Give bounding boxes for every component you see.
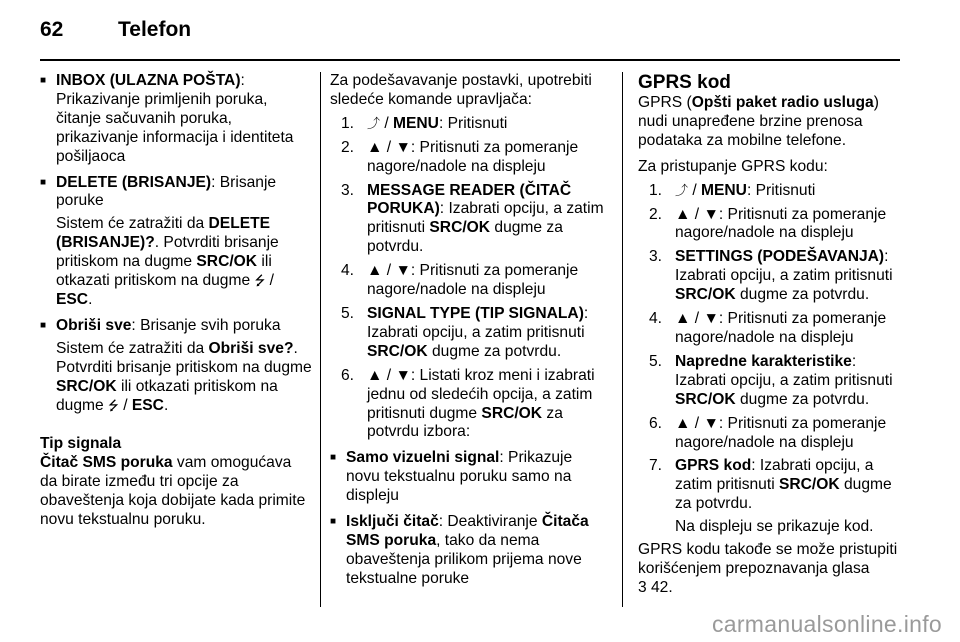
option-text: : Brisanje svih poruka	[131, 316, 281, 334]
column-divider	[622, 72, 623, 607]
list-item	[40, 174, 312, 310]
phone-icon: ⤴	[675, 182, 689, 198]
page-reference[interactable]: 3 42.	[638, 578, 673, 596]
list-item: 7. GPRS kod: Izabrati opciju, a zatim pritisnuti SRC/OK dugme za potvrdu. Na displeju se prikazuje kod.	[638, 457, 904, 537]
section-heading: GPRS kod	[638, 72, 731, 93]
steps-list	[638, 182, 904, 537]
list-item: 5. SIGNAL TYPE (TIP SIGNALA): Izabrati opciju, a zatim pritisnuti SRC/OK dugme za potvrdu.	[341, 304, 589, 360]
down-arrow-icon: ▼	[395, 366, 411, 384]
up-arrow-icon: ▲	[675, 310, 691, 328]
down-arrow-icon: ▼	[395, 262, 411, 280]
back-icon: ⭍	[254, 273, 266, 289]
option-text: Prikazivanje primljenih poruka, čitanje sačuvanih poruka, prikazivanje informacija i identiteta pošiljaoca	[56, 90, 294, 165]
page-header	[40, 18, 191, 48]
list-item: 6. ▲ / ▼: Listati kroz meni i izabrati jednu od sledećih opcija, a zatim pritisnuti dugme SRC/OK za potvrdu izbora:	[341, 366, 595, 441]
access-text: Za pristupanje GPRS kodu:	[638, 157, 828, 175]
up-arrow-icon: ▲	[675, 205, 691, 223]
outro-text: GPRS kodu takođe se može pristupiti korišćenjem prepoznavanja glasa	[638, 541, 898, 577]
list-item: 3. MESSAGE READER (ČITAČ PORUKA): Izabrati opciju, a zatim pritisnuti SRC/OK dugme za potvrdu.	[341, 181, 604, 256]
option-text: : Brisanje poruke	[56, 173, 277, 210]
list-item: 3. SETTINGS (PODEŠAVANJA): Izabrati opciju, a zatim pritisnuti SRC/OK dugme za potvrdu.	[649, 248, 893, 304]
list-item: 1. ⤴ / MENU: Pritisnuti	[341, 114, 508, 132]
list-item: 1. ⤴ / MENU: Pritisnuti	[649, 181, 816, 199]
steps-list	[330, 115, 610, 443]
watermark: carmanualsonline.info	[711, 611, 942, 637]
down-arrow-icon: ▼	[703, 310, 719, 328]
back-icon: ⭍	[108, 397, 119, 413]
list-item: 5. Napredne karakteristike: Izabrati opciju, a zatim pritisnuti SRC/OK dugme za potvrdu.	[649, 352, 893, 408]
list-item: 2. ▲ / ▼: Pritisnuti za pomeranje nagore/nadole na displeju	[341, 138, 579, 175]
tip-text: Čitač SMS poruka vam omogućava da birate između tri opcije za obaveštenja koja dobijate kada primite novu tekstualnu poruku.	[40, 454, 306, 529]
list-item: 2. ▲ / ▼: Pritisnuti za pomeranje nagore/nadole na displeju	[649, 205, 887, 242]
section-title: Telefon	[118, 18, 192, 41]
up-arrow-icon: ▲	[675, 414, 691, 432]
intro-text: Za podešavavanje postavki, upotrebiti sledeće komande upravljača:	[330, 72, 592, 108]
up-arrow-icon: ▲	[367, 262, 383, 280]
up-arrow-icon: ▲	[367, 138, 383, 156]
tip-heading: Tip signala	[40, 435, 122, 453]
option-detail: Sistem će zatražiti da DELETE (BRISANJE)?. Potvrditi brisanje pritiskom na dugme SRC/OK ili otkazati pritiskom na dugme ⭍ / ESC.	[56, 215, 279, 308]
page-number: 62	[40, 18, 64, 41]
list-item: ■ Samo vizuelni signal: Prikazuje novu tekstualnu poruku samo na displeju	[330, 449, 610, 506]
list-item: ■ Isključi čitač: Deaktiviranje Čitača SMS poruka, tako da nema obaveštenja prilikom prijema nove tekstualne poruke	[330, 513, 610, 589]
intro-text: GPRS (Opšti paket radio usluga) nudi unapređene brzine prenosa podataka za mobilne telefone.	[638, 94, 879, 149]
list-item: ■ INBOX (ULAZNA POŠTA): Prikazivanje primljenih poruka, čitanje sačuvanih poruka, prikazivanje informacija i identiteta pošiljaoca	[40, 72, 312, 167]
list-item	[40, 317, 312, 416]
column-1	[40, 72, 312, 530]
step-note: Na displeju se prikazuje kod.	[675, 518, 874, 536]
column-3	[638, 72, 904, 598]
column-divider	[320, 72, 321, 607]
down-arrow-icon: ▼	[703, 205, 719, 223]
header-rule	[40, 59, 900, 61]
list-item: 6. ▲ / ▼: Pritisnuti za pomeranje nagore/nadole na displeju	[649, 414, 887, 451]
option-title: INBOX (ULAZNA POŠTA)	[56, 72, 241, 89]
option-title: DELETE (BRISANJE)	[56, 173, 212, 191]
up-arrow-icon: ▲	[367, 366, 383, 384]
phone-icon: ⤴	[367, 115, 381, 131]
list-item: 4. ▲ / ▼: Pritisnuti za pomeranje nagore/nadole na displeju	[649, 310, 887, 346]
down-arrow-icon: ▼	[703, 414, 719, 432]
column-2	[330, 72, 610, 589]
list-item: 4. ▲ / ▼: Pritisnuti za pomeranje nagore/nadole na displeju	[341, 262, 579, 299]
option-title: Obriši sve	[56, 316, 132, 334]
down-arrow-icon: ▼	[395, 138, 411, 156]
option-detail: Sistem će zatražiti da Obriši sve?. Potvrditi brisanje pritiskom na dugme SRC/OK ili otkazati pritiskom na dugme ⭍ / ESC.	[56, 339, 312, 414]
